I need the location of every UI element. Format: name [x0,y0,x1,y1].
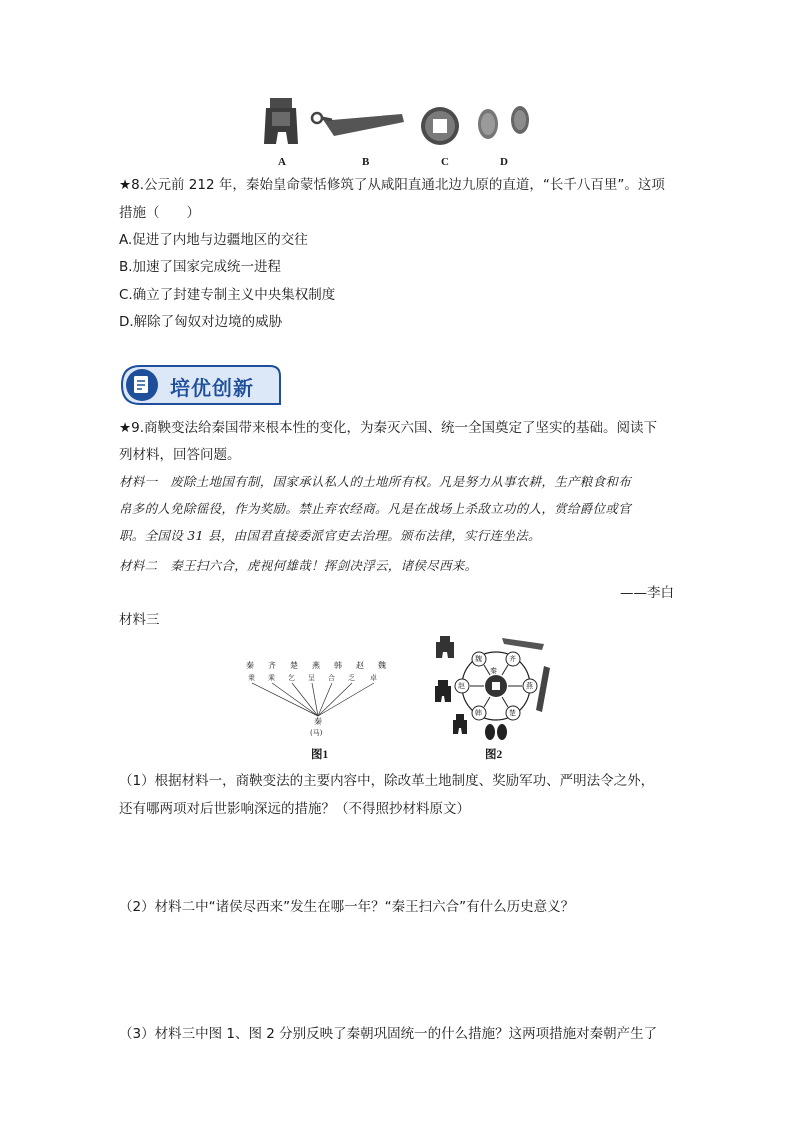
round-coin-icon [421,107,459,145]
knife-coin-icon [312,113,404,136]
q9-sub2: （2）材料二中“诸侯尽西来”发生在哪一年？“秦王扫六合”有什么历史意义？ [119,899,575,915]
fig1-state-2: 楚 [290,661,298,670]
fig2-state-5: 赵 [458,682,465,690]
coin-label-d: D [500,156,508,168]
material1-line3: 职。全国设 31 县，由国君直接委派官吏去治理。颁布法律，实行连坐法。 [119,528,541,543]
q9-intro-line2: 列材料，回答问题。 [119,447,241,463]
svg-text:乘: 乘 [268,674,275,682]
svg-text:合: 合 [328,674,335,682]
svg-text:乗: 乗 [248,674,255,682]
q8-stem-line1: ★8.公元前 212 年，秦始皇命蒙恬修筑了从咸阳直通北边九原的直道，“长千八百里”。这项 [119,177,665,193]
material2-author: ——李白 [620,585,674,601]
material1-line2: 帛多的人免除徭役，作为奖励。禁止弃农经商。凡是在战场上杀敌立功的人，赏给爵位或官 [119,501,632,516]
coin-label-b: B [362,156,370,168]
fig1-center-label: (马) [310,729,323,737]
material3-label: 材料三 [119,612,160,628]
fig1-state-0: 秦 [246,661,254,670]
fig1-state-4: 韩 [334,661,342,670]
q9-sub1-line1: （1）根据材料一，商鞅变法的主要内容中，除改革土地制度、奖励军功、严明法令之外， [119,773,655,789]
fig1-state-6: 魏 [378,661,386,670]
fig2-state-4: 韩 [475,709,482,717]
notebook-icon [126,369,158,401]
coin-label-a: A [278,156,286,168]
fig2-state-1: 齐 [509,655,516,663]
ant-nose-coin-icon [478,106,529,139]
fig2-state-3: 楚 [509,709,516,717]
material1-line1: 材料一 废除土地国有制，国家承认私人的土地所有权。凡是努力从事农耕，生产粮食和布 [119,474,632,489]
fig1-state-5: 赵 [356,661,364,670]
fig1-caption: 图1 [311,749,329,761]
q8-option-c[interactable]: C.确立了封建专制主义中央集权制度 [119,287,336,303]
coin-label-c: C [441,156,449,168]
section-badge-title: 培优创新 [170,376,254,400]
section-badge [120,364,282,406]
q8-option-b[interactable]: B.加速了国家完成统一进程 [119,259,282,275]
svg-text:卓: 卓 [370,674,377,682]
fig1-state-1: 齐 [268,661,276,670]
q8-option-a[interactable]: A.促进了内地与边疆地区的交往 [119,232,308,248]
q9-intro-line1: ★9.商鞅变法给秦国带来根本性的变化，为秦灭六国、统一全国奠定了坚实的基础。阅读下 [119,420,657,436]
spade-coin-icon [264,98,298,144]
svg-text:秦: 秦 [314,717,322,726]
figure1-script-unification [246,660,396,740]
fig2-caption: 图2 [485,749,503,761]
fig2-state-0: 魏 [475,655,482,663]
q9-sub1-line2: 还有哪两项对后世影响深远的措施？（不得照抄材料原文） [119,801,470,817]
q8-stem-line2: 措施（ ） [119,205,200,221]
q9-sub3: （3）材料三中图 1、图 2 分别反映了秦朝巩固统一的什么措施？这两项措施对秦朝产生了 [119,1026,658,1042]
material2-line: 材料二 秦王扫六合，虎视何雄哉！挥剑决浮云，诸侯尽西来。 [119,558,478,573]
fig2-state-2: 燕 [526,682,533,690]
svg-text:呈: 呈 [308,674,315,682]
q8-option-d[interactable]: D.解除了匈奴对边境的威胁 [119,314,283,330]
svg-text:乏: 乏 [348,674,355,682]
fig2-diagram [432,632,562,744]
svg-text:乞: 乞 [288,674,295,682]
fig2-center: 秦 [490,667,497,675]
figure2-currency-unification [432,632,562,744]
fig1-state-3: 燕 [312,661,320,670]
